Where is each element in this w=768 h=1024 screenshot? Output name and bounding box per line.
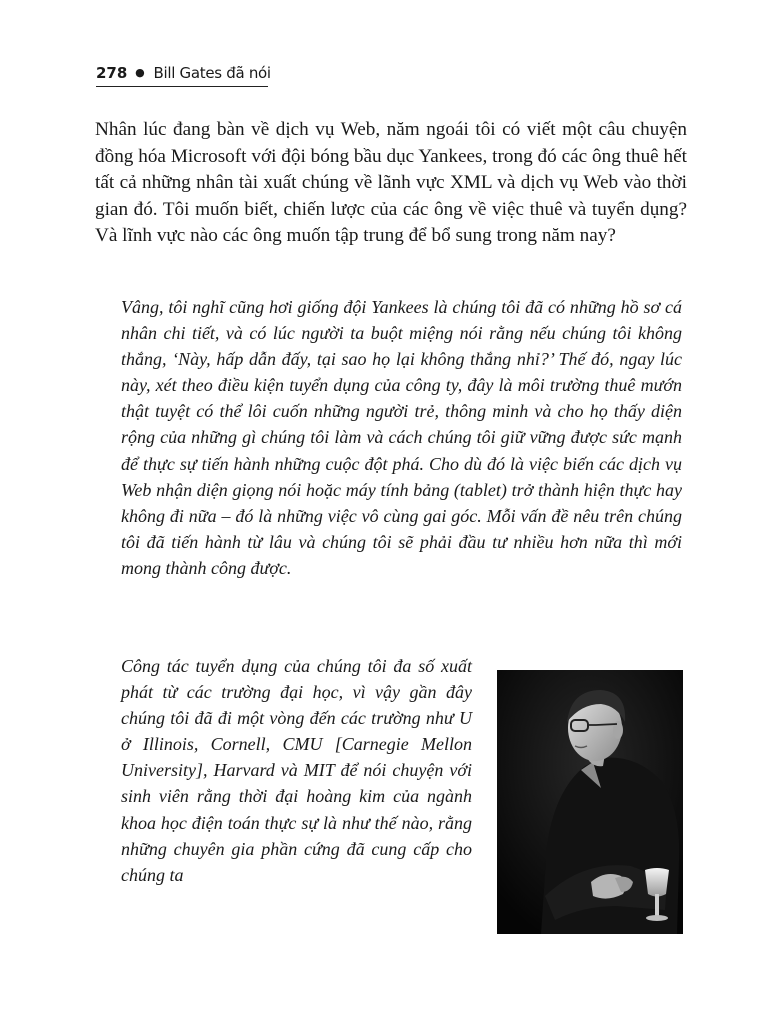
bullet-icon: ● — [135, 66, 145, 79]
running-header — [96, 63, 271, 87]
answer-paragraph-1: Vâng, tôi nghĩ cũng hơi giống đội Yankees là chúng tôi đã có những hồ sơ cá nhân chi tiết, và có lúc người ta buột miệng nói rằng nếu chúng tôi không thắng, ‘Này, hấp dẫn đấy, tại sao họ lại không thắng nhỉ?’ Thế đó, ngay lúc này, xét theo điều kiện tuyển dụng của công ty, đây là môi trường thuê mướn thật tuyệt có thể lôi cuốn những người trẻ, thông minh và cho họ thấy diện rộng của những gì chúng tôi làm và cách chúng tôi giữ vững được sức mạnh để thực sự tiến hành những cuộc đột phá. Cho dù đó là việc biến các dịch vụ Web nhận diện giọng nói hoặc máy tính bảng (tablet) trở thành hiện thực hay không đi nữa – đó là những việc vô cùng gai góc. Mỗi vấn đề nêu trên chúng tôi đã tiến hành từ lâu và chúng tôi sẽ phải đầu tư nhiều hơn nữa thì mới mong thành công được. — [121, 297, 682, 578]
interview-question: Nhân lúc đang bàn về dịch vụ Web, năm ngoái tôi có viết một câu chuyện đồng hóa Microsoft với đội bóng bầu dục Yankees, trong đó các ông thuê hết tất cả những nhân tài xuất chúng về lãnh vực XML và dịch vụ Web vào thời gian đó. Tôi muốn biết, chiến lược của các ông về việc thuê và tuyển dụng? Và lĩnh vực nào các ông muốn tập trung để bổ sung trong năm nay? — [95, 119, 687, 246]
book-title: Bill Gates đã nói — [153, 64, 271, 82]
answer-paragraph-2: Công tác tuyển dụng của chúng tôi đa số xuất phát từ các trường đại học, vì vậy gần đây chúng tôi đã đi một vòng đến các trường như U ở Illinois, Cornell, CMU [Carnegie Mellon University], Harvard và MIT để nói chuyện với sinh viên rằng thời đại hoàng kim của ngành khoa học điện toán thực sự là như thế nào, rằng những chuyên gia phần cứng đã cung cấp cho chúng ta — [121, 656, 472, 885]
page-number: 278 — [96, 64, 128, 82]
speaker-photo — [497, 670, 683, 934]
